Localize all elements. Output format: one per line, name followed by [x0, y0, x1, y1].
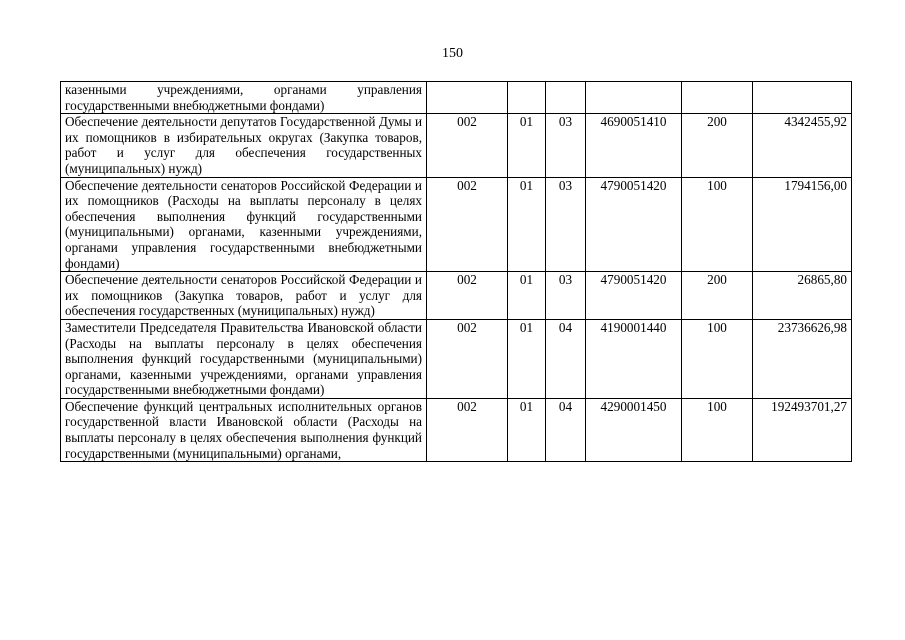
row-amount — [753, 82, 852, 114]
row-expense-type: 200 — [682, 272, 753, 320]
table-body — [61, 82, 852, 462]
row-description: Заместители Председателя Правительства Ивановской области (Расходы на выплаты персоналу в целях обеспечения выполнения функций государственными (муниципальными) органами, казенными учреждениями, органами управления государственными внебюджетными фондами) — [61, 319, 427, 398]
row-admin-code: 002 — [427, 114, 508, 177]
row-expense-type: 100 — [682, 319, 753, 398]
row-subsection-code: 03 — [546, 272, 586, 320]
row-target-code: 4790051420 — [586, 177, 682, 272]
row-subsection-code: 04 — [546, 319, 586, 398]
row-expense-type — [682, 82, 753, 114]
row-description: Обеспечение функций центральных исполнительных органов государственной власти Ивановской области (Расходы на выплаты персоналу в целях обеспечения выполнения функций государственными (муниципальными) органами, — [61, 398, 427, 461]
row-target-code: 4190001440 — [586, 319, 682, 398]
row-subsection-code: 03 — [546, 177, 586, 272]
row-description: Обеспечение деятельности сенаторов Российской Федерации и их помощников (Расходы на выплаты персоналу в целях обеспечения выполнения функций государственными (муниципальными) органами, казенными учреждениями, органами управления государственными внебюджетными фондами) — [61, 177, 427, 272]
row-amount: 192493701,27 — [753, 398, 852, 461]
row-section-code: 01 — [508, 177, 546, 272]
row-subsection-code — [546, 82, 586, 114]
row-target-code: 4790051420 — [586, 272, 682, 320]
table-row — [61, 272, 852, 320]
row-section-code — [508, 82, 546, 114]
row-section-code: 01 — [508, 272, 546, 320]
row-amount: 26865,80 — [753, 272, 852, 320]
row-admin-code — [427, 82, 508, 114]
row-section-code: 01 — [508, 114, 546, 177]
row-admin-code: 002 — [427, 272, 508, 320]
table-row — [61, 319, 852, 398]
table-row — [61, 82, 852, 114]
row-description: Обеспечение деятельности депутатов Государственной Думы и их помощников в избирательных округах (Закупка товаров, работ и услуг для обеспечения государственных (муниципальных) нужд) — [61, 114, 427, 177]
row-target-code: 4290001450 — [586, 398, 682, 461]
row-expense-type: 100 — [682, 177, 753, 272]
row-description: казенными учреждениями, органами управления государственными внебюджетными фондами) — [61, 82, 427, 114]
row-description: Обеспечение деятельности сенаторов Российской Федерации и их помощников (Закупка товаров, работ и услуг для обеспечения государственных (муниципальных) нужд) — [61, 272, 427, 320]
row-target-code — [586, 82, 682, 114]
row-amount: 4342455,92 — [753, 114, 852, 177]
budget-table — [60, 81, 852, 462]
row-admin-code: 002 — [427, 319, 508, 398]
row-admin-code: 002 — [427, 398, 508, 461]
row-subsection-code: 04 — [546, 398, 586, 461]
row-amount: 23736626,98 — [753, 319, 852, 398]
row-section-code: 01 — [508, 398, 546, 461]
row-amount: 1794156,00 — [753, 177, 852, 272]
row-section-code: 01 — [508, 319, 546, 398]
table-row — [61, 114, 852, 177]
row-admin-code: 002 — [427, 177, 508, 272]
table-row — [61, 177, 852, 272]
row-subsection-code: 03 — [546, 114, 586, 177]
table-row — [61, 398, 852, 461]
page-number: 150 — [442, 46, 463, 61]
row-expense-type: 100 — [682, 398, 753, 461]
row-expense-type: 200 — [682, 114, 753, 177]
row-target-code: 4690051410 — [586, 114, 682, 177]
